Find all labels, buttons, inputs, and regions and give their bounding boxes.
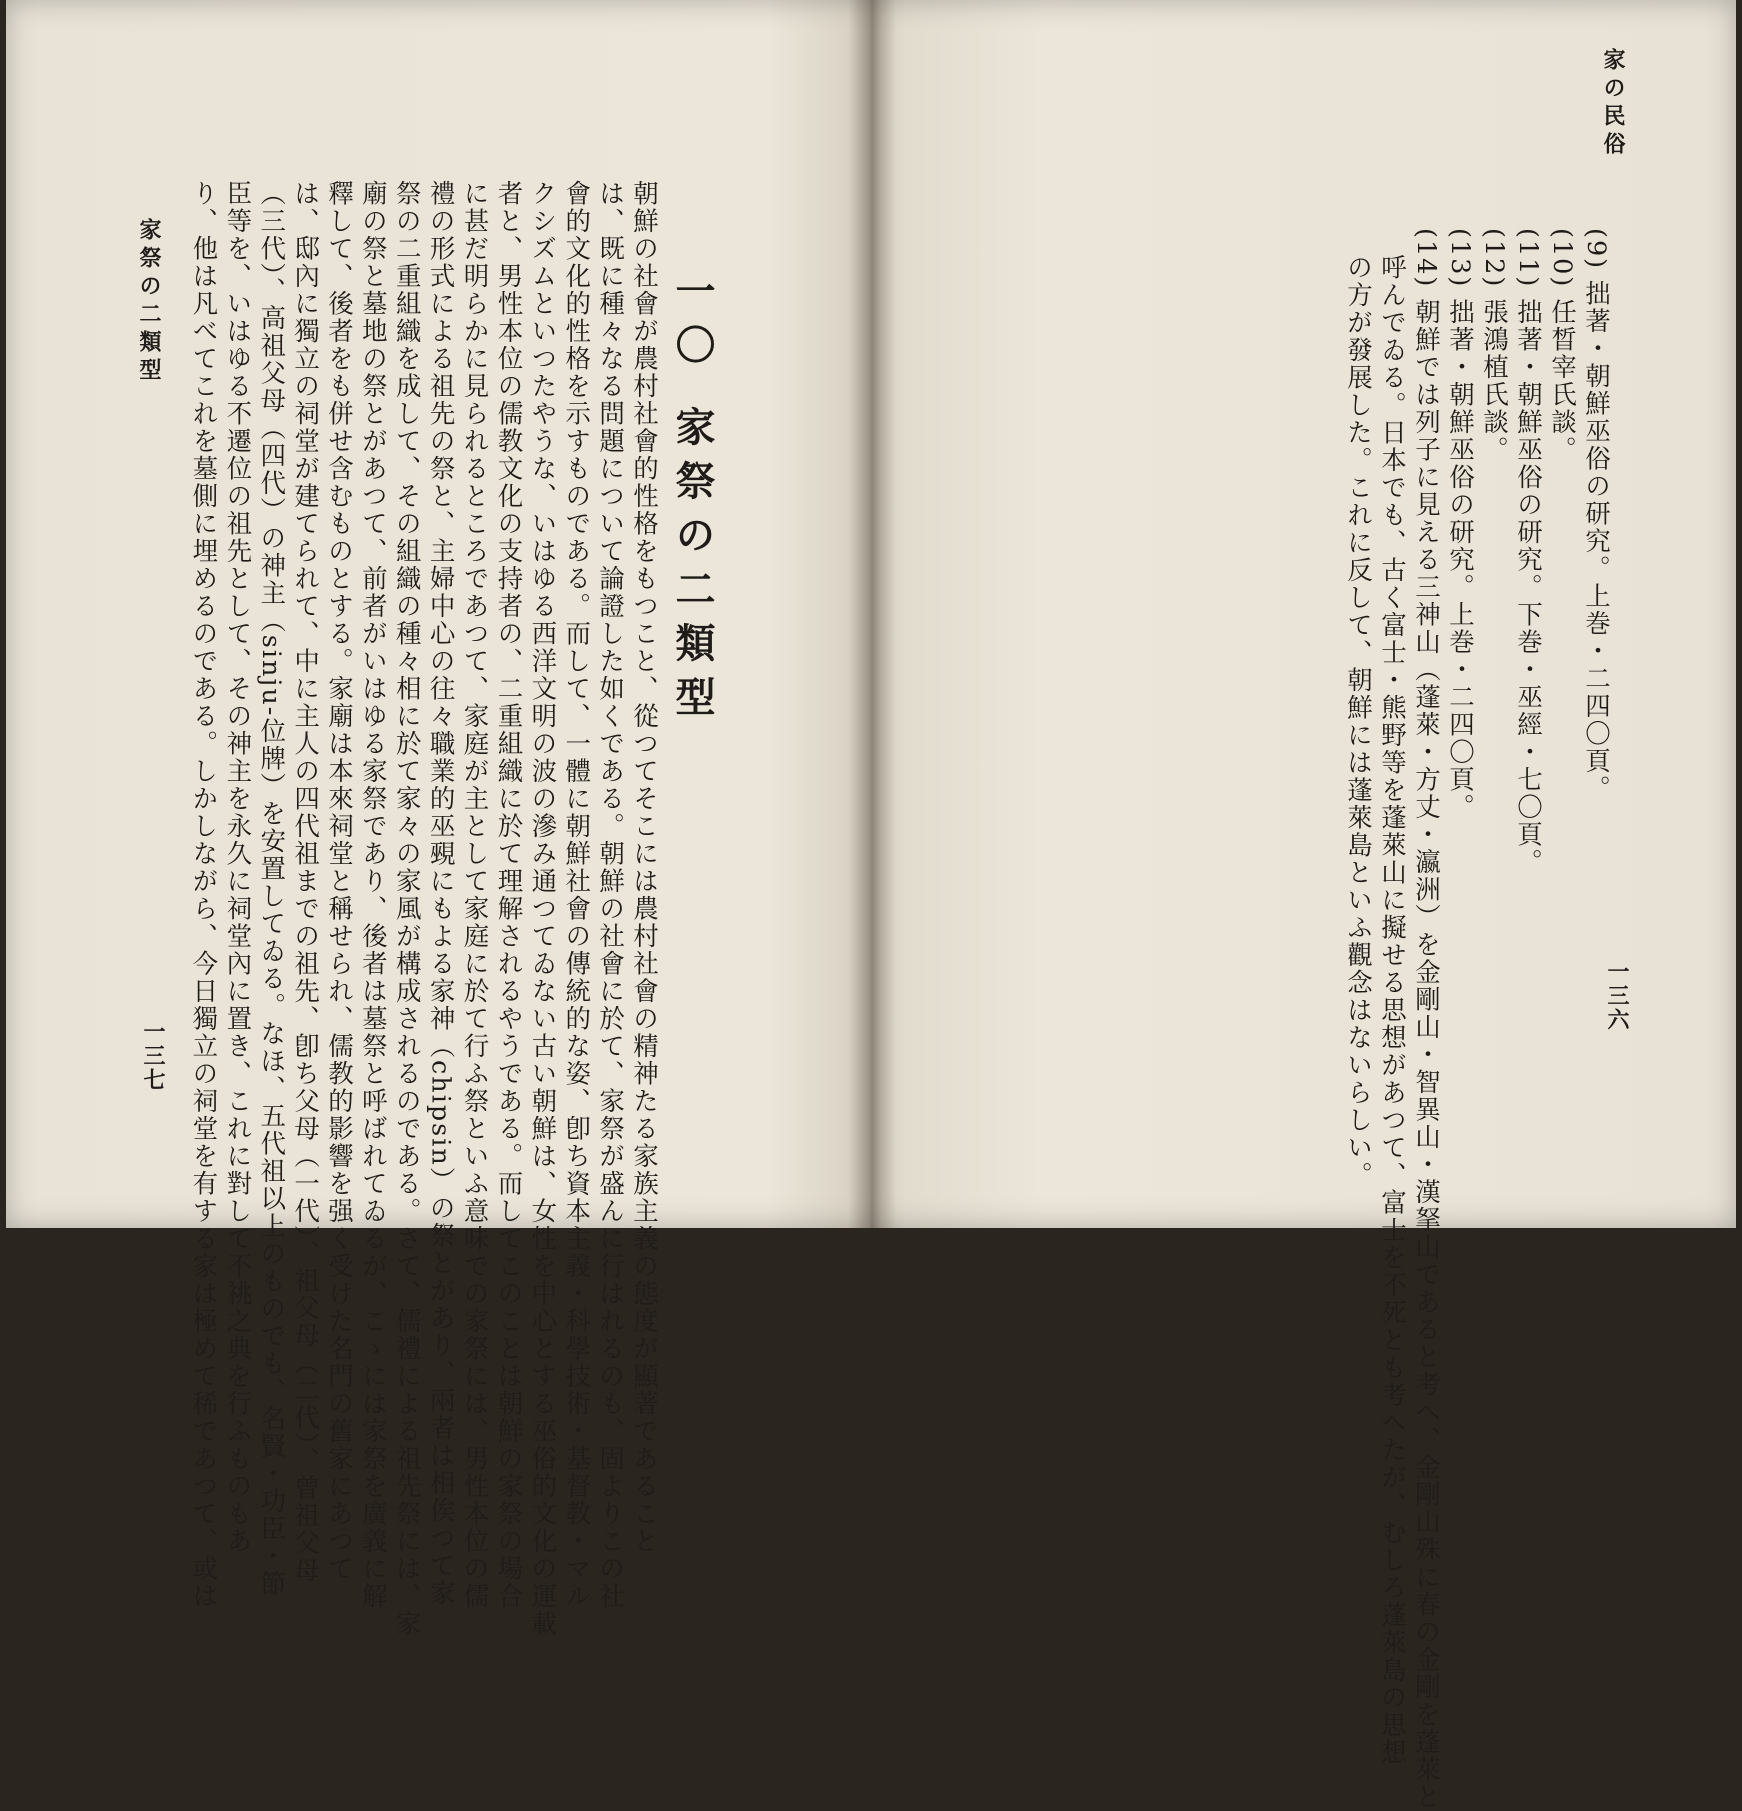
running-footer: 家祭の二類型 <box>136 218 162 386</box>
page-number: 一三六 <box>1604 960 1630 1032</box>
text-column: 臣等を、いはゆる不遷位の祖先として、その神主を永久に祠堂內に置き、これに對して不祧之典を行ふものもあ <box>222 180 253 1555</box>
endnote-10: (10) 任晳宰氏談。 <box>1547 228 1577 464</box>
section-title: 一〇 家祭の二類型 <box>669 270 716 730</box>
text-column: は、邸內に獨立の祠堂が建てられて、中に主人の四代祖までの祖先、卽ち父母（一代）、祖父母（二代）、曾祖父母 <box>290 180 321 1585</box>
endnote-14-continued: 呼んでゐる。日本でも、古く富士・熊野等を蓬萊山に擬せる思想があつて、富士を不死とも考へたが、むしろ蓬萊島の思想 <box>1377 254 1407 1767</box>
endnote-11: (11) 拙著・朝鮮巫俗の研究。下巻・巫經・七〇頁。 <box>1513 228 1543 876</box>
body-paragraph <box>156 180 659 1638</box>
left-page <box>6 0 868 1638</box>
endnote-14-continued: の方が發展した。これに反して、朝鮮には蓬萊島といふ觀念はないらしい。 <box>1343 254 1373 1189</box>
text-column: 者と、男性本位の儒教文化の支持者の、二重組織に於て理解されるやうである。而してこのことは朝鮮の家祭の場合 <box>493 180 524 1610</box>
text-column: 會的文化的性格を示すものである。而して、一體に朝鮮社會の傳統的な姿、卽ち資本主義・科學技術・基督教・マル <box>561 180 592 1610</box>
text-column: り、他は凡べてこれを墓側に埋めるのである。しかしながら、今日獨立の祠堂を有する家は極めて稀であつて、或は <box>188 180 219 1610</box>
running-header: 家の民俗 <box>1600 48 1626 160</box>
text-column: 朝鮮の社會が農村社會的性格をもつこと、從つてそこには農村社會の精神たる家族主義の態度が顯著であること <box>629 180 659 1555</box>
text-column: 釋して、後者をも併せ含むものとする。家廟は本來祠堂と稱せられ、儒教的影響を强く受けた名門の舊家にあつて <box>323 180 354 1583</box>
book-spread <box>6 0 1736 1811</box>
right-page <box>876 0 1736 1811</box>
endnote-13: (13) 拙著・朝鮮巫俗の研究。上巻・二四〇頁。 <box>1445 228 1475 821</box>
page-number: 一三七 <box>140 1020 166 1092</box>
endnote-9: (9) 拙著・朝鮮巫俗の研究。上巻・二四〇頁。 <box>1581 228 1611 803</box>
text-column: は、既に種々なる問題について論證した如くである。朝鮮の社會に於て、家祭が盛んに行はれるのも、固よりこの社 <box>595 180 626 1610</box>
endnotes <box>1328 228 1611 1811</box>
text-column: に甚だ明らかに見られるところであつて、家庭が主として家庭に於て行ふ祭といふ意味での家祭には、男性本位の儒 <box>459 180 490 1610</box>
text-column: 祭の二重組織を成して、その組織の種々相に於て家々の家風が構成されるのである。さて、儒禮による祖先祭には、家 <box>391 180 422 1638</box>
endnote-12: (12) 張鴻植氏談。 <box>1479 228 1509 464</box>
text-column: 禮の形式による祖先の祭と、主婦中心の往々職業的巫覡にもよる家神（chipsin）の祭とがあり、兩者は相俟つて家 <box>425 180 456 1607</box>
text-column: （三代）、高祖父母（四代）の神主（sinju‐位牌）を安置してゐる。なほ、五代祖以上のものでも、名賢・功臣・節 <box>256 180 287 1598</box>
endnote-14: (14) 朝鮮では列子に見える三神山（蓬萊・方丈・瀛洲）を金剛山・智異山・漢拏山であると考へ、金剛山殊に春の金剛を蓬萊と <box>1411 228 1441 1811</box>
text-column: クシズムといつたやうな、いはゆる西洋文明の波の滲み通つてゐない古い朝鮮は、女性を中心とする巫俗的文化の運載 <box>527 180 558 1638</box>
text-column: 廟の祭と墓地の祭とがあつて、前者がいはゆる家祭であり、後者は墓祭と呼ばれてゐるが、こゝには家祭を廣義に解 <box>357 180 388 1610</box>
